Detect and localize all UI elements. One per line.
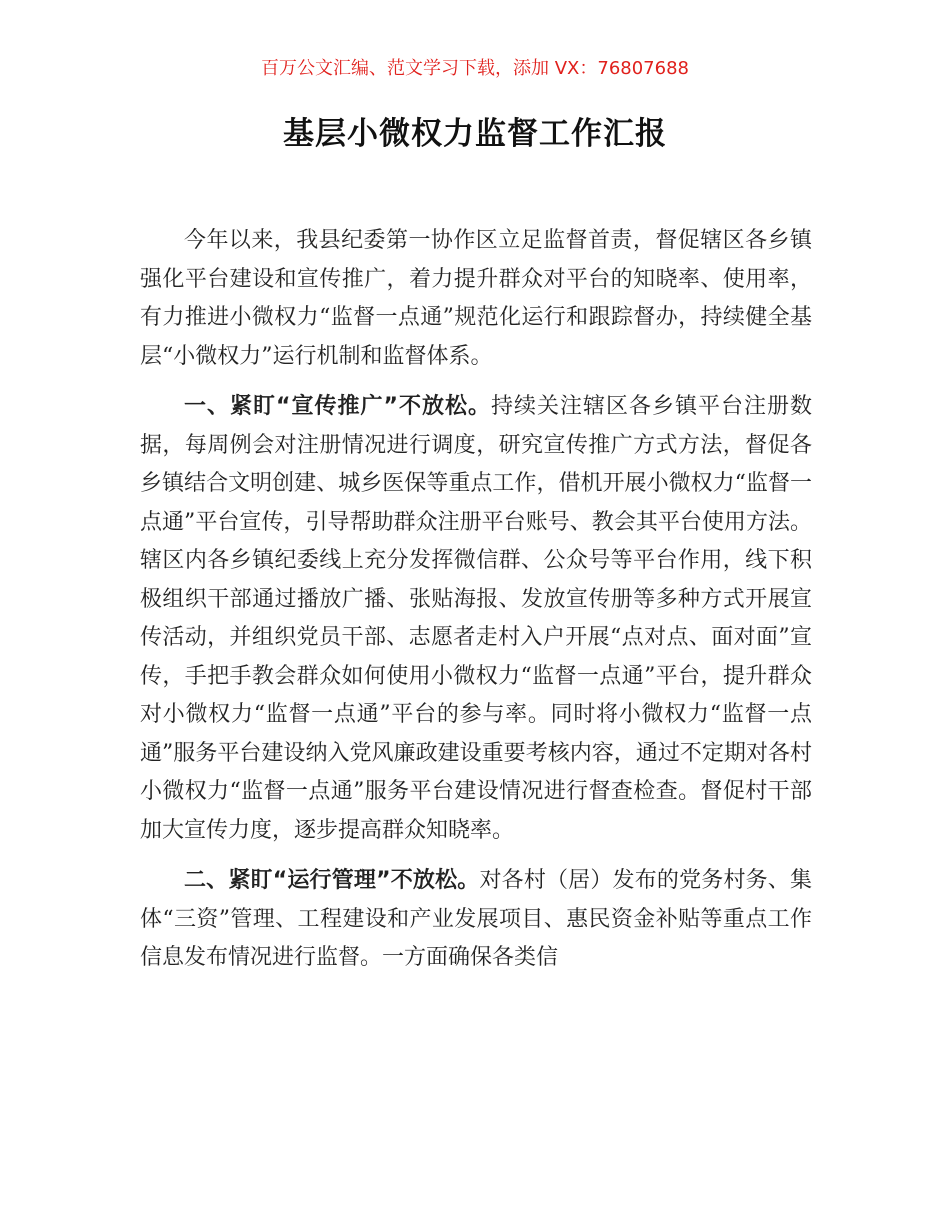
section-text-1: 持续关注辖区各乡镇平台注册数据，每周例会对注册情况进行调度，研究宣传推广方式方法，督促各乡镇结合文明创建、城乡医保等重点工作，借机开展小微权力“监督一点通”平台宣传，引导帮助群众注册平台账号、教会其平台使用方法。辖区内各乡镇纪委线上充分发挥微信群、公众号等平台作用，线下积极组织干部通过播放广播、张贴海报、发放宣传册等多种方式开展宣传活动，并组织党员干部、志愿者走村入户开展“点对点、面对面”宣传，手把手教会群众如何使用小微权力“监督一点通”平台，提升群众对小微权力“监督一点通”平台的参与率。同时将小微权力“监督一点通”服务平台建设纳入党风廉政建设重要考核内容，通过不定期对各村小微权力“监督一点通”服务平台建设情况进行督查检查。督促村干部加大宣传力度，逐步提高群众知晓率。	[140, 394, 812, 843]
intro-paragraph: 今年以来，我县纪委第一协作区立足监督首责，督促辖区各乡镇强化平台建设和宣传推广，着力提升群众对平台的知晓率、使用率，有力推进小微权力“监督一点通”规范化运行和跟踪督办，持续健全基层“小微权力”运行机制和监督体系。	[140, 228, 812, 369]
section-paragraph-2	[140, 862, 812, 978]
section-paragraph-1	[140, 388, 812, 850]
section-heading-1: 一、紧盯“宣传推广”不放松。	[184, 394, 491, 419]
section-text-2: 对各村（居）发布的党务村务、集体“三资”管理、工程建设和产业发展项目、惠民资金补贴等重点工作信息发布情况进行监督。一方面确保各类信	[140, 868, 812, 970]
document-body	[140, 222, 812, 990]
page-title: 基层小微权力监督工作汇报	[283, 116, 667, 152]
section-heading-2: 二、紧盯“运行管理”不放松。	[184, 868, 480, 893]
watermark-banner: 百万公文汇编、范文学习下载，添加 VX：76807688	[261, 58, 689, 79]
